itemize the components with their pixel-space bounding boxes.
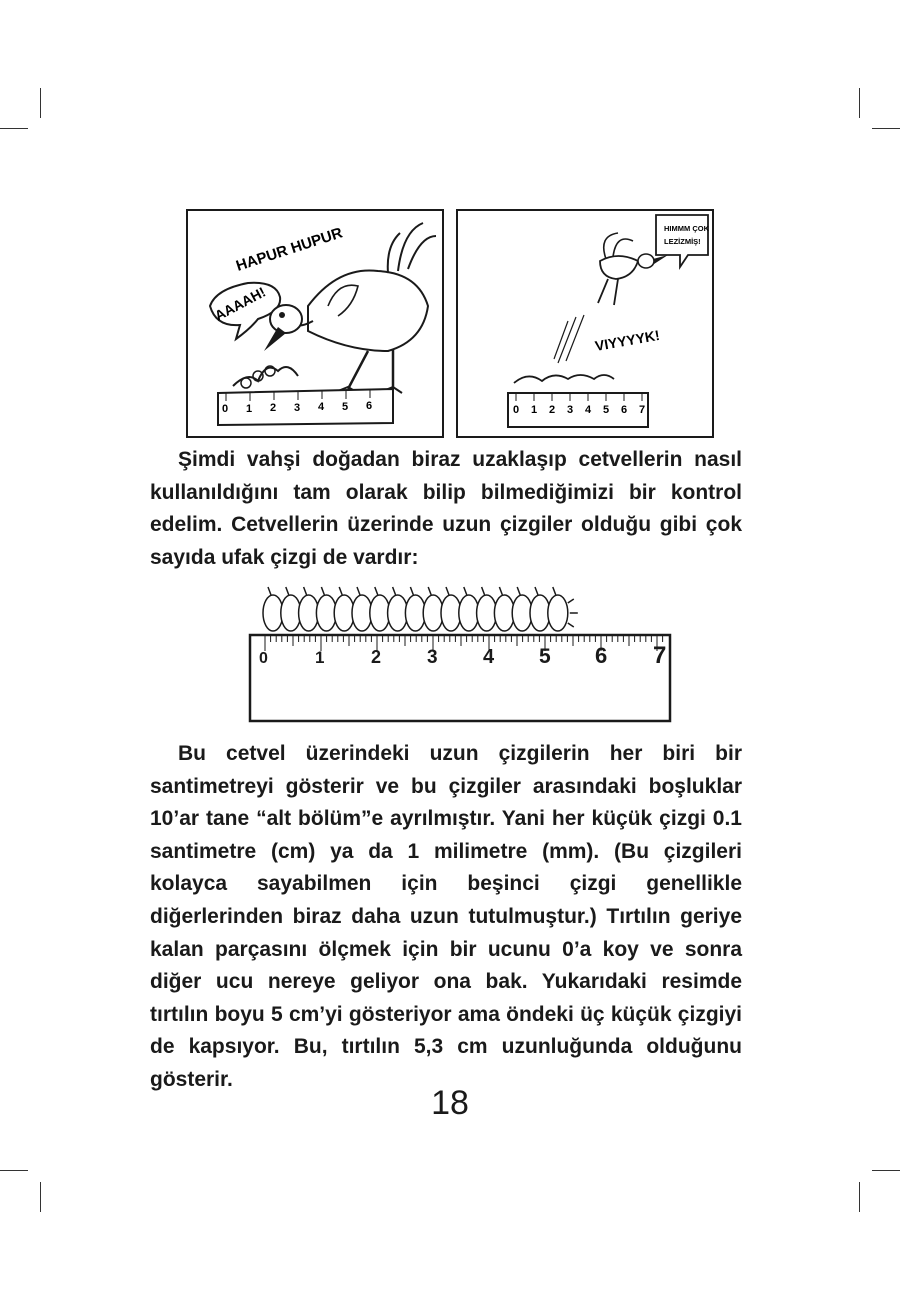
bird-eating-illustration	[188, 211, 442, 436]
caterpillar-hair	[286, 587, 289, 595]
caterpillar-hair	[482, 587, 485, 595]
caterpillar-segment	[530, 595, 550, 631]
caterpillar-segment	[459, 595, 479, 631]
paragraph-explanation-text: Bu cetvel üzerindeki uzun çizgilerin her biri bir santimetreyi gösterir ve bu çizgiler arasındaki boşluklar 10’ar tane “alt bölüm”e ayrılmıştır. Yani her küçük çizgi 0.1 santimetre (cm) ya da 1 milimetre (mm). (Bu çizgileri kolayca sayabilmen için beşinci çizgi genellikle diğerlerinden biraz daha uzun tutulmuştur.) Tırtılın geriye kalan parçasını ölçmek için bir ucunu 0’a koy ve sonra diğer ucu nereye geliyor ona bak. Yukarıdaki resimde tırtılın boyu 5 cm’yi gösteriyor ama öndeki üç küçük çizgiyi de kapsıyor. Bu, tırtılın 5,3 cm uzunluğunda olduğunu gösterir.	[150, 742, 742, 1091]
caterpillar-segment	[334, 595, 354, 631]
panel2-ruler-number: 6	[621, 404, 628, 416]
panel2-ruler-number: 1	[531, 404, 538, 416]
crop-mark-bottom-left-v	[40, 1182, 41, 1212]
ruler-number: 3	[427, 647, 438, 668]
panel2-ruler-number: 7	[639, 404, 646, 416]
caterpillar-segment	[352, 595, 372, 631]
caterpillar-hair	[321, 587, 324, 595]
panel1-ruler	[218, 389, 393, 425]
caterpillar-hair	[268, 587, 271, 595]
panel1-ruler-number: 1	[246, 403, 253, 415]
panel2-ruler-number: 2	[549, 404, 556, 416]
crop-mark-top-left-v	[40, 88, 41, 118]
page-number: 18	[431, 1084, 469, 1122]
caterpillar-segment	[441, 595, 461, 631]
caterpillar-hair	[375, 587, 378, 595]
ruler-figure	[245, 583, 675, 728]
caterpillar-segment	[370, 595, 390, 631]
sfx-fly: VIYYYYK!	[593, 326, 661, 354]
panel2-ruler-number: 5	[603, 404, 610, 416]
crop-mark-top-right-h	[872, 128, 900, 129]
caterpillar-segment	[263, 595, 283, 631]
caterpillar-segment	[423, 595, 443, 631]
ruler-number: 4	[483, 646, 495, 668]
panel1-ruler-number: 0	[222, 403, 229, 415]
crop-mark-top-left-h	[0, 128, 28, 129]
caterpillar-hair	[517, 587, 520, 595]
ruler-number: 2	[371, 647, 382, 667]
crop-mark-bottom-right-v	[859, 1182, 860, 1212]
paragraph-intro-text: Şimdi vahşi doğadan biraz uzaklaşıp cetvellerin nasıl kullanıldığını tam olarak bilip bilmediğimizi bir kontrol edelim. Cetvellerin üzerinde uzun çizgiler olduğu gibi çok sayıda ufak çizgi de vardır:	[150, 448, 742, 569]
comic-panel-bird-eating	[186, 209, 444, 438]
speech-line-1: HIMMM ÇOK	[664, 224, 709, 233]
ruler-number: 1	[315, 648, 325, 667]
caterpillar-segment	[512, 595, 532, 631]
caterpillar-segment	[477, 595, 497, 631]
crop-mark-bottom-left-h	[0, 1170, 28, 1171]
caterpillar-hair	[410, 587, 413, 595]
caterpillar-hair	[464, 587, 467, 595]
scream-text: AAAAH!	[211, 283, 269, 324]
panel2-ruler-number: 4	[585, 404, 592, 416]
paragraph-intro	[150, 444, 742, 574]
ruler-illustration	[245, 583, 675, 728]
ruler-number: 0	[259, 650, 268, 667]
caterpillar-segment	[316, 595, 336, 631]
caterpillar-segment	[494, 595, 514, 631]
caterpillar-hair	[499, 587, 502, 595]
caterpillar-segment	[388, 595, 408, 631]
paragraph-explanation	[150, 738, 742, 1097]
caterpillar-segment	[548, 595, 568, 631]
panel1-ruler-number: 3	[294, 402, 301, 414]
caterpillar-hair	[535, 587, 538, 595]
panel1-ruler-number: 6	[366, 400, 373, 412]
panel2-ruler-number: 0	[513, 404, 520, 416]
ruler-number: 6	[595, 643, 608, 668]
caterpillar-segment	[405, 595, 425, 631]
ruler-number: 5	[539, 645, 551, 668]
caterpillar-segment	[281, 595, 301, 631]
panel1-ruler-number: 2	[270, 402, 277, 414]
caterpillar-segment	[299, 595, 319, 631]
panel2-ruler-number: 3	[567, 404, 574, 416]
panel1-ruler-number: 4	[318, 401, 325, 413]
caterpillar-hair	[428, 587, 431, 595]
comic-panel-bird-flying	[456, 209, 714, 438]
caterpillar-hair	[304, 587, 307, 595]
speech-line-2: LEZİZMİŞ!	[664, 237, 701, 246]
caterpillar-head-marks	[568, 599, 578, 627]
caterpillar-hair	[553, 587, 556, 595]
caterpillar-hair	[339, 587, 342, 595]
crop-mark-top-right-v	[859, 88, 860, 118]
caterpillar-hair	[357, 587, 360, 595]
caterpillar	[263, 587, 578, 631]
caterpillar-hair	[446, 587, 449, 595]
bird-flying-illustration	[458, 211, 712, 436]
sfx-eating: HAPUR HUPUR	[233, 224, 345, 275]
caterpillar-hair	[393, 587, 396, 595]
panel1-ruler-number: 5	[342, 401, 349, 413]
panel2-ruler	[508, 393, 648, 427]
ruler-number: 7	[653, 642, 667, 669]
crop-mark-bottom-right-h	[872, 1170, 900, 1171]
